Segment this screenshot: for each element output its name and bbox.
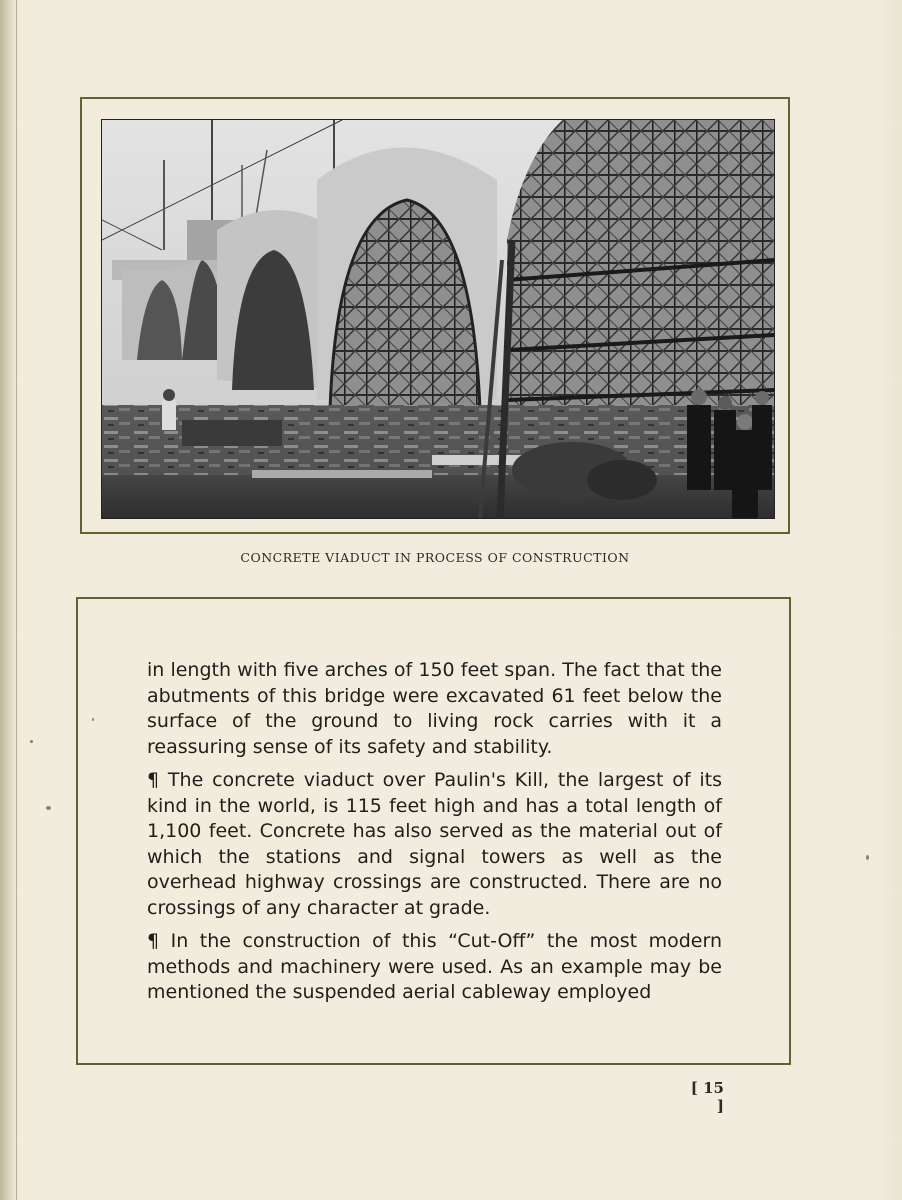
paragraph-1: in length with five arches of 150 feet span. The fact that the abutments of this bridge were excavated 61 feet below the surface of the ground to living rock carries with it a reassuring sense of its safety and stability. <box>147 659 722 758</box>
paragraph-3: ¶ In the construction of this “Cut-Off” the most modern methods and machinery were used. As an example may be mentioned the suspended aerial cableway employed <box>147 930 722 1003</box>
photo-frame <box>80 97 790 534</box>
viaduct-construction-photo <box>101 119 775 519</box>
paper-speck <box>46 806 51 810</box>
paper-speck <box>30 740 33 743</box>
paper-speck <box>866 855 869 860</box>
paragraph-2: ¶ The concrete viaduct over Paulin's Kill, the largest of its kind in the world, is 115 feet high and has a total length of 1,100 feet. Concrete has also served as the material out of which the stations and signal towers as well as the overhead highway crossings are constructed. There are no crossings of any character at grade. <box>147 769 722 919</box>
page-number: [ 15 ] <box>690 1079 724 1115</box>
body-text <box>147 658 722 1014</box>
paper-speck <box>92 718 94 721</box>
photo-caption: CONCRETE VIADUCT IN PROCESS OF CONSTRUCTION <box>240 550 630 565</box>
photo-illustration <box>102 120 774 518</box>
page-binding-edge <box>0 0 17 1200</box>
